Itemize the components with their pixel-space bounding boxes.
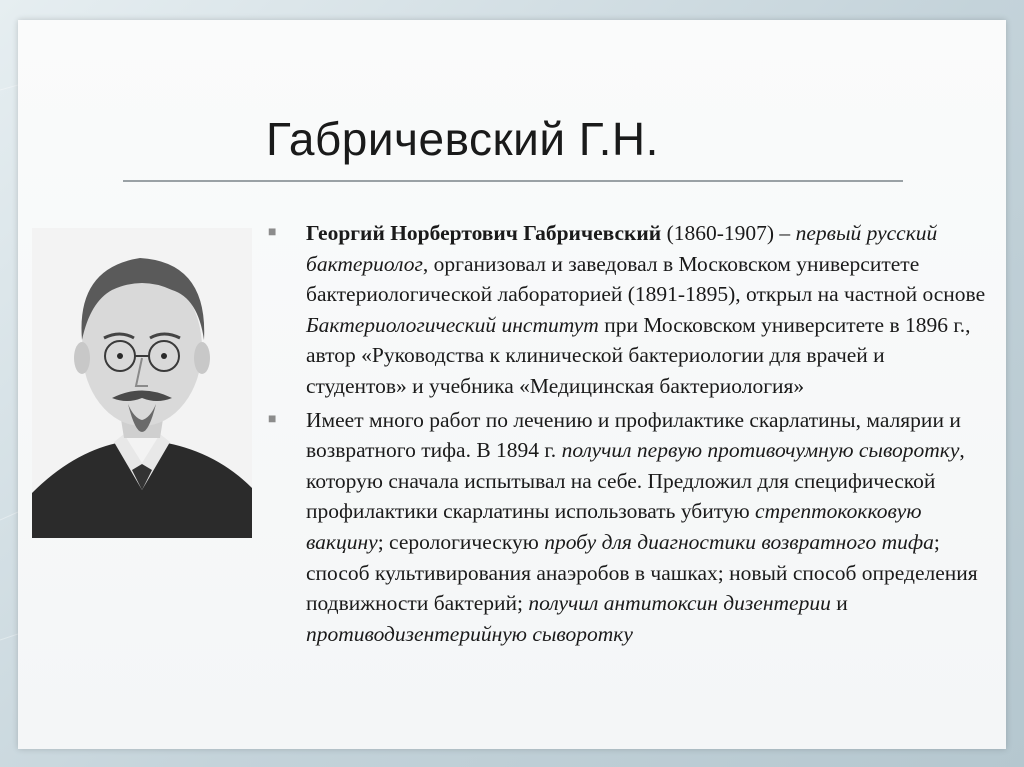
slide-title: Габричевский Г.Н. [266, 113, 659, 165]
title-divider [123, 180, 903, 182]
bullet-square-icon: ■ [268, 225, 277, 240]
bullet-text-italic: стрептококковую вакцину [306, 499, 922, 554]
bullet-square-icon: ■ [268, 411, 277, 427]
bullet-text: и [830, 591, 848, 616]
bullet-item [268, 218, 988, 402]
portrait-icon [32, 228, 252, 538]
bullet-text-italic: Бактериологический институт [306, 312, 599, 337]
bullet-text: ; серологическую [377, 529, 545, 554]
bullet-text: Имеет много работ по лечению и профилактике скарлатины, малярии и возвратного тифа. В 1894 г. [306, 407, 961, 463]
bullet-text-bold: Георгий Норбертович Габричевский [306, 221, 662, 245]
bullet-text-italic: пробу для диагностики возвратного тифа [544, 529, 934, 554]
bullet-text-italic: первый русский бактериолог [306, 221, 938, 276]
bullet-text: при Московском университете в 1896 г., автор «Руководства к клинической бактериологии для врачей и студентов» и учебника «Медицинская бактериология» [306, 312, 971, 398]
bullet-text: (1860-1907) – [661, 221, 796, 245]
bullet-text: , организовал и заведовал в Московском университете бактериологической лабораторией (1891-1895), открыл на частной основе [306, 251, 986, 307]
bullet-text-italic: получил антитоксин дизентерии [528, 591, 831, 616]
bullet-item [268, 405, 988, 650]
bullet-text-italic: получил первую противочумную сыворотку [561, 438, 960, 463]
bullet-text-italic: противодизентерийную сыворотку [306, 621, 633, 646]
bullet-text: ; способ культивирования анаэробов в чашках; новый способ определения подвижности бактерий; [306, 529, 978, 616]
slide-body [268, 218, 988, 652]
bullet-text: , которую сначала испытывал на себе. Предложил для специфической профилактики скарлатины использовать убитую [306, 438, 965, 524]
portrait-image [32, 228, 252, 538]
